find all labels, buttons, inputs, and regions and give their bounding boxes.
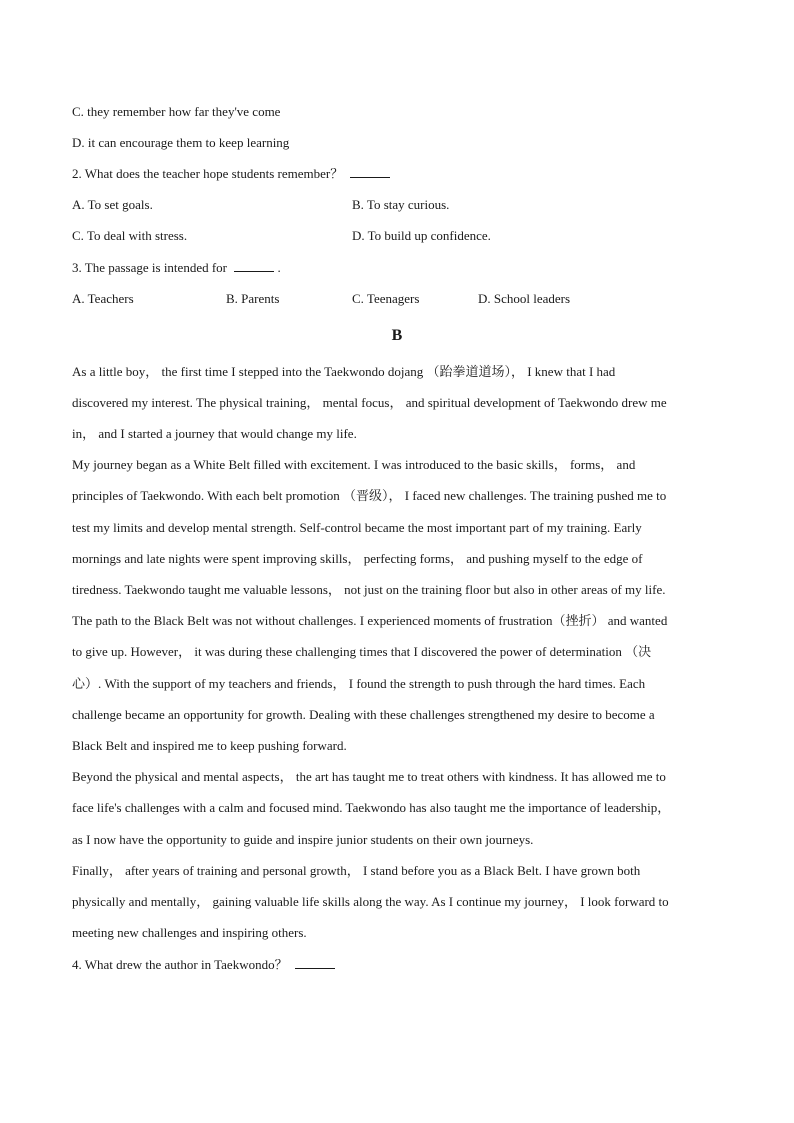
q3-question-end: . <box>277 260 281 275</box>
q2-question-text: 2. What does the teacher hope students remember？ <box>72 166 344 181</box>
q3-question <box>72 260 281 276</box>
answer-blank <box>234 260 274 272</box>
passage-line: challenge became an opportunity for growth. Dealing with these challenges strengthened my desire to become a <box>72 707 655 722</box>
passage-line: principles of Taekwondo. With each belt promotion （晋级）， I faced new challenges. The training pushed me to <box>72 488 667 503</box>
q1-option-d: D. it can encourage them to keep learning <box>72 135 290 150</box>
passage-line: Beyond the physical and mental aspects， the art has taught me to treat others with kindness. It has allowed me to <box>72 769 666 784</box>
passage-line: discovered my interest. The physical training， mental focus， and spiritual development of Taekwondo drew me <box>72 395 667 410</box>
q3-option-a: A. Teachers <box>72 291 134 306</box>
passage-line: as I now have the opportunity to guide and inspire junior students on their own journeys. <box>72 832 534 847</box>
passage-line: face life's challenges with a calm and focused mind. Taekwondo has also taught me the importance of leadership， <box>72 800 671 815</box>
passage-line: tiredness. Taekwondo taught me valuable lessons， not just on the training floor but also in other areas of my life. <box>72 582 666 597</box>
passage-line: physically and mentally， gaining valuable life skills along the way. As I continue my journey， I look forward to <box>72 894 669 909</box>
q4-question-text: 4. What drew the author in Taekwondo？ <box>72 957 288 972</box>
answer-blank <box>350 166 390 178</box>
passage-line: mornings and late nights were spent improving skills， perfecting forms， and pushing myself to the edge of <box>72 551 643 566</box>
answer-blank <box>295 957 335 969</box>
q3-option-c: C. Teenagers <box>352 291 420 306</box>
passage-line: to give up. However， it was during these challenging times that I discovered the power of determination （决 <box>72 644 652 659</box>
passage-line: As a little boy， the first time I stepped into the Taekwondo dojang （跆拳道道场）， I knew that I had <box>72 364 616 379</box>
q3-option-b: B. Parents <box>226 291 280 306</box>
q3-option-d: D. School leaders <box>478 291 571 306</box>
q2-option-a: A. To set goals. <box>72 197 153 212</box>
passage-line: Finally， after years of training and personal growth， I stand before you as a Black Belt. I have grown both <box>72 863 641 878</box>
q3-question-text: 3. The passage is intended for <box>72 260 227 275</box>
q2-option-d: D. To build up confidence. <box>352 228 491 243</box>
passage-line: 心）. With the support of my teachers and friends， I found the strength to push through the hard times. Each <box>72 676 646 691</box>
q1-option-c: C. they remember how far they've come <box>72 104 281 119</box>
passage-line: in， and I started a journey that would change my life. <box>72 426 357 441</box>
passage-line: Black Belt and inspired me to keep pushing forward. <box>72 738 347 753</box>
passage-line: The path to the Black Belt was not without challenges. I experienced moments of frustration（挫折） and wanted <box>72 613 668 628</box>
q2-option-b: B. To stay curious. <box>352 197 450 212</box>
section-heading: B <box>391 327 403 344</box>
q2-option-c: C. To deal with stress. <box>72 228 188 243</box>
passage-line: meeting new challenges and inspiring others. <box>72 925 307 940</box>
passage-line: test my limits and develop mental strength. Self-control became the most important part of my training. Early <box>72 520 642 535</box>
q4-question <box>72 957 335 973</box>
q2-question <box>72 166 390 182</box>
passage-line: My journey began as a White Belt filled with excitement. I was introduced to the basic skills， forms， and <box>72 457 636 472</box>
